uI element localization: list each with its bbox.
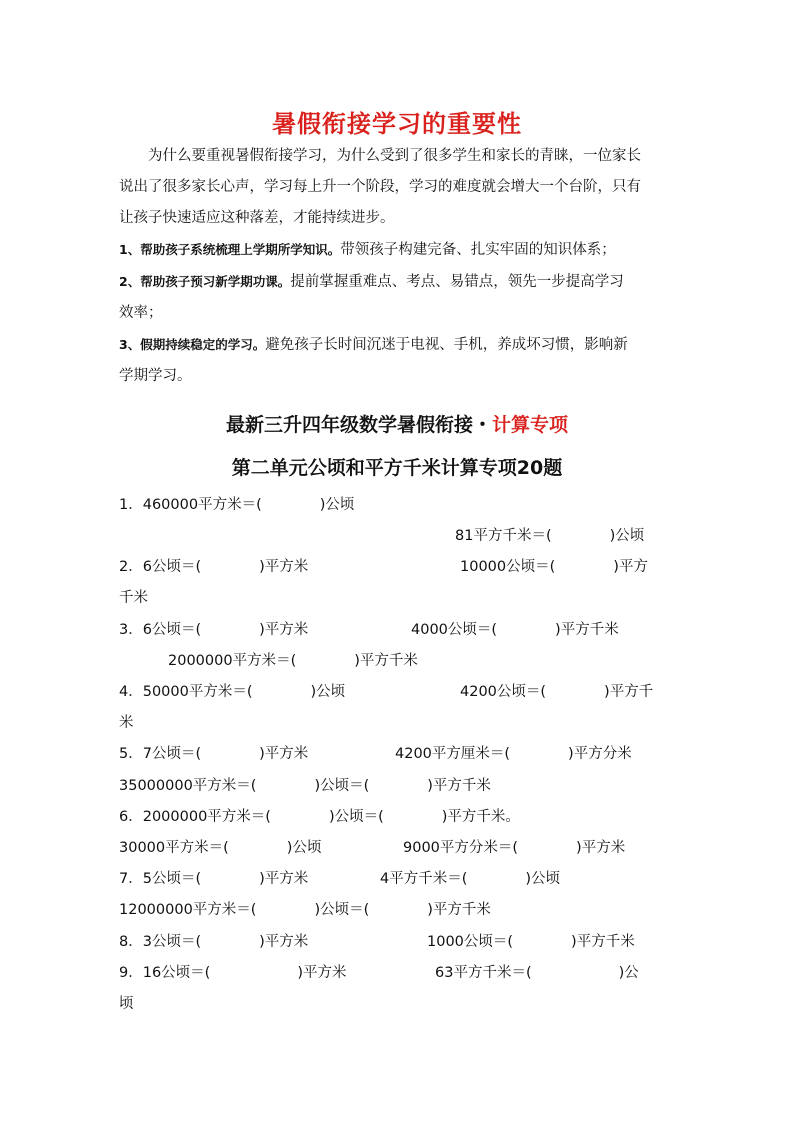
point-1 [119,234,679,266]
exercise-line: 千米 [119,590,148,606]
point-3-text: 避免孩子长时间沉迷于电视、手机，养成坏习惯，影响新 [265,337,628,353]
exercise-line: 30000平方米＝( )公顷 [119,840,322,856]
exercise-line: 顷 [119,996,134,1012]
exercise-line: 6．2000000平方米＝( )公顷＝( )平方千米。 [119,809,520,825]
point-2 [119,266,679,298]
exercise-line: 1000公顷＝( )平方千米 [427,934,635,950]
point-2-text: 提前掌握重难点、考点、易错点，领先一步提高学习 [290,274,624,290]
point-3 [119,329,679,361]
exercise-line: 81平方千米＝( )公顷 [455,528,645,544]
section-heading-highlight: 计算专项 [492,414,569,436]
intro-line-3: 让孩子快速适应这种落差，才能持续进步。 [119,210,395,226]
exercise-line: 3．6公顷＝( )平方米 [119,622,309,638]
intro-line-1: 为什么要重视暑假衔接学习，为什么受到了很多学生和家长的青睐，一位家长 [148,148,641,164]
point-2-continued: 效率； [119,305,163,321]
point-3-bold: 3、假期持续稳定的学习。 [119,337,266,352]
exercise-line: 9．16公顷＝( )平方米 [119,965,347,981]
exercise-line: 7．5公顷＝( )平方米 [119,871,309,887]
exercise-line: 35000000平方米＝( )公顷＝( )平方千米 [119,778,491,794]
exercise-line: 4200平方厘米＝( )平方分米 [395,746,632,762]
exercise-line: 8．3公顷＝( )平方米 [119,934,309,950]
exercise-line: 1．460000平方米＝( )公顷 [119,497,355,513]
point-1-bold: 1、帮助孩子系统梳理上学期所学知识。 [119,242,341,257]
point-1-text: 带领孩子构建完备、扎实牢固的知识体系； [340,242,616,258]
section-heading [0,410,794,437]
page-title: 暑假衔接学习的重要性 [272,110,522,138]
exercise-line: 4000公顷＝( )平方千米 [411,622,619,638]
unit-heading: 第二单元公顷和平方千米计算专项20题 [231,457,563,479]
intro-line-2: 说出了很多家长心声，学习每上升一个阶段，学习的难度就会增大一个台阶，只有 [119,179,641,195]
exercise-line: 5．7公顷＝( )平方米 [119,746,309,762]
exercise-line: 4．50000平方米＝( )公顷 [119,684,346,700]
exercise-line: 4200公顷＝( )平方千 [460,684,654,700]
exercise-line: 9000平方分米＝( )平方米 [403,840,626,856]
point-3-continued: 学期学习。 [119,368,192,384]
point-2-bold: 2、帮助孩子预习新学期功课。 [119,274,291,289]
exercise-line: 12000000平方米＝( )公顷＝( )平方千米 [119,902,491,918]
intro-section [119,141,679,392]
exercise-line: 2000000平方米＝( )平方千米 [168,653,418,669]
section-heading-main: 最新三升四年级数学暑假衔接・ [225,414,492,436]
exercise-line: 63平方千米＝( )公 [435,965,639,981]
exercise-line: 10000公顷＝( )平方 [460,559,648,575]
exercise-line: 2．6公顷＝( )平方米 [119,559,309,575]
exercise-line: 米 [119,715,134,731]
exercise-line: 4平方千米＝( )公顷 [380,871,561,887]
